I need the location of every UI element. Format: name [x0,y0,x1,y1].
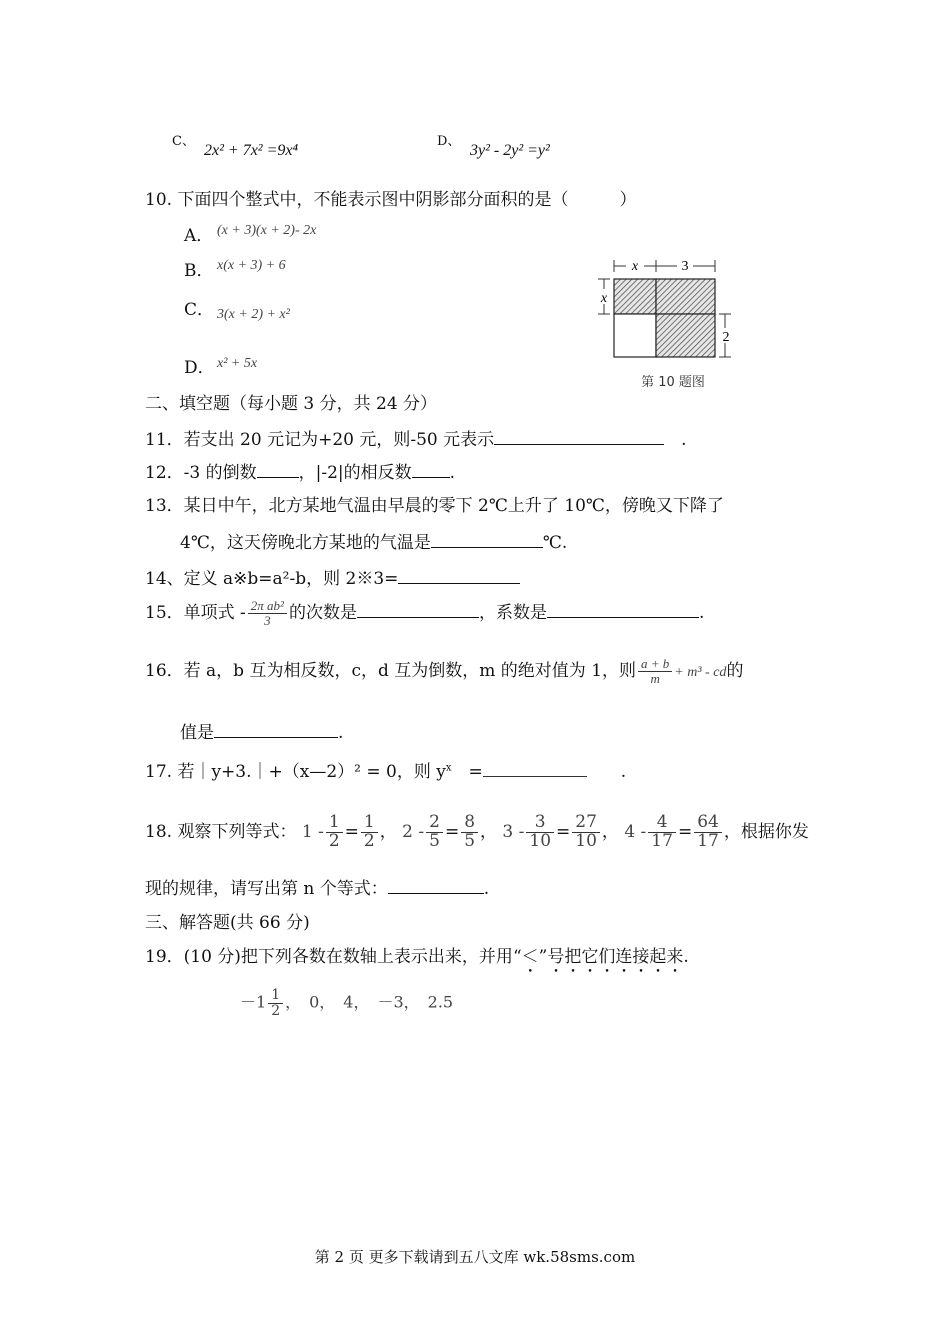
q11 [145,425,687,450]
q16-frac-den: m [650,671,660,686]
q18-eq-1-fd: 2 [328,830,340,851]
q16-text: 16．若 a，b 互为相反数，c，d 互为倒数，m 的绝对值为 1，则 [145,661,637,681]
q16-answer-blank[interactable] [214,721,338,738]
q18-prefix: 18. 观察下列等式： [145,821,297,842]
q19-stem [145,942,689,977]
q13-line-2-text: 4℃，这天傍晚北方某地的气温是 [180,533,431,553]
q14-text: 14、定义 a※b=a²-b，则 2※3= [145,569,399,589]
q19-num-rest: ， 0， 4， －3， 2.5 [285,992,454,1012]
q18-eq-1-frac [326,814,343,851]
q18-eq-2-fn: 2 [426,814,443,833]
q9-option-d-label: D、 [437,134,461,149]
q12-blank-2[interactable] [412,461,450,478]
q17-text: 17. 若｜y+3.｜+（x—2）² = 0，则 y [145,762,446,782]
q10-figure [585,252,745,397]
q10-option-c-label: C． [184,300,215,320]
q13-end: ℃. [542,533,568,553]
q17 [145,757,626,782]
q18-eq-4-lead: 4 - [624,821,647,842]
q15-coefficient-blank[interactable] [547,601,699,618]
white-rect [614,314,656,357]
q15-degree-blank[interactable] [357,601,479,618]
q18-eq-2-rd: 5 [464,830,476,851]
section-2-title: 二、填空题（每小题 3 分，共 24 分） [145,394,438,414]
q18-eq-2-frac [426,814,443,851]
q19-num-1-frac-num: 1 [268,988,283,1004]
q18-eq-3-rn: 27 [572,814,600,833]
q12 [145,458,455,483]
dim-x-top-label: x [631,259,639,274]
q13-line-2 [180,528,567,553]
q18-eq-4-rn: 64 [694,814,722,833]
q18-eq-2-lead: 2 - [402,821,425,842]
q18-eq-1-lead: 1 - [301,821,324,842]
figure-caption: 第 10 题图 [641,375,705,390]
shaded-rect-3x [656,279,715,314]
q13-line-1: 13．某日中午，北方某地气温由早晨的零下 2℃上升了 10℃，傍晚又下降了 [145,496,724,516]
q19-end: . [683,947,689,967]
q17-eq: = [468,762,483,782]
q16-line-1 [145,656,743,686]
q18-suffix: ，根据你发 [723,821,809,842]
page-footer: 第 2 页 更多下载请到五八文库 wk.58sms.com [314,1248,636,1266]
q12-part-b: ，|-2|的相反数 [298,463,412,483]
q10-option-a-expr: (x + 3)(x + 2)- 2x [217,223,317,238]
q9-option-c-expr: 2x² + 7x² =9x⁴ [204,142,299,159]
q18-eq-3-rd: 10 [575,830,597,851]
q15-mid: 的次数是 [288,603,357,623]
q19-num-1-whole: －1 [240,992,267,1012]
q18-eq-4-fn: 4 [648,814,676,833]
q15-end: . [698,603,705,623]
q10-option-b-label: B． [184,261,214,281]
q15-fraction [248,599,287,627]
q19-num-1-frac [268,988,283,1018]
q18-line-2 [145,874,489,899]
q19-num-1-frac-den: 2 [271,1002,281,1019]
q11-end: . [681,430,687,450]
q15-mid2: ，系数是 [478,603,547,623]
q10-stem: 10. 下面四个整式中，不能表示图中阴影部分面积的是（ ） [145,190,637,210]
shaded-rect-6 [656,314,715,357]
q18-eq-1-res [361,814,378,851]
q18-eq-4-rd: 17 [697,830,719,851]
q16-tail: + m³ - cd [674,665,727,680]
q10-option-d-expr: x² + 5x [217,356,258,371]
q18-eq-2-res [461,814,478,851]
q18-eq-2-rn: 8 [461,814,478,833]
q12-part-a: 12．-3 的倒数 [145,463,257,483]
q10-option-b-expr: x(x + 3) + 6 [217,258,286,273]
q15 [145,598,704,628]
q18-answer-blank[interactable] [388,877,484,894]
q16-end: . [338,723,344,743]
section-3-title: 三、解答题(共 66 分) [145,913,310,933]
q15-frac-den: 3 [264,613,271,628]
q10-option-d-label: D． [184,358,215,378]
dim-x-left-label: x [600,291,608,306]
q16-line-2 [180,718,343,743]
q19-numbers [240,988,453,1018]
shaded-square-x [614,279,656,314]
q11-text: 11．若支出 20 元记为+20 元，则-50 元表示 [145,430,495,450]
q9-option-c-label: C、 [172,134,195,149]
q18-eq-4-fd: 17 [651,830,673,851]
q17-exponent: x [445,762,452,774]
q18-eq-1-fn: 1 [326,814,343,833]
q15-prefix: 15．单项式 - [145,603,246,623]
q18-eq-3-res [572,814,600,851]
q16-tail2: 的 [726,661,744,681]
q16-frac-num: a + b [638,657,672,672]
q18-eq-4-res [694,814,722,851]
q17-answer-blank[interactable] [483,760,587,777]
q18-eq-1-rn: 1 [361,814,378,833]
q10-option-a-label: A． [184,226,214,246]
q18-eq-3-lead: 3 - [502,821,525,842]
q18-eq-4-frac [648,814,676,851]
q18-line-2-text: 现的规律，请写出第 n 个等式： [145,879,388,899]
q14-answer-blank[interactable] [398,567,520,584]
q19-prefix: 19．(10 分)把下列各数在数轴上表示出来，并用 [145,947,513,967]
q18-end: . [483,879,490,899]
q14 [145,564,520,589]
dim-3-label: 3 [681,259,689,274]
q10-option-c-expr: 3(x + 2) + x² [217,307,290,322]
q18-eq-2-fd: 5 [429,830,440,851]
q15-frac-num: 2π ab² [248,599,287,614]
q16-fraction [638,657,672,685]
q18-eq-3-fd: 10 [529,830,552,851]
q12-blank-1[interactable] [257,461,299,478]
q13-answer-blank[interactable] [431,531,543,548]
q18-eq-3-frac [526,814,554,851]
q9-option-d-expr: 3y² - 2y² =y² [470,142,550,159]
dim-2-label: 2 [722,330,730,345]
q17-end: . [620,762,627,782]
q19-emphasis: “＜”号把它们连接起来 [512,947,684,967]
q18-eq-1-rd: 2 [363,830,375,851]
q12-end: . [449,463,456,483]
q18-line-1: 18. 观察下列等式： 1 - $\frac{1}{2}$ = $\frac{1}{2}$ ， 2 - $\frac{2}{5}$ = $\frac{8}{5}$ ， 3 - $\frac{3}{10}$ = $\frac{27}{10}$ ， 4 - $\frac{4}{17}$ = $\frac{64}{17}$ ，根据你发 [145,812,809,851]
q11-answer-blank[interactable] [494,428,664,445]
q16-line-2-text: 值是 [180,723,214,743]
q18-eq-3-fn: 3 [526,814,554,833]
